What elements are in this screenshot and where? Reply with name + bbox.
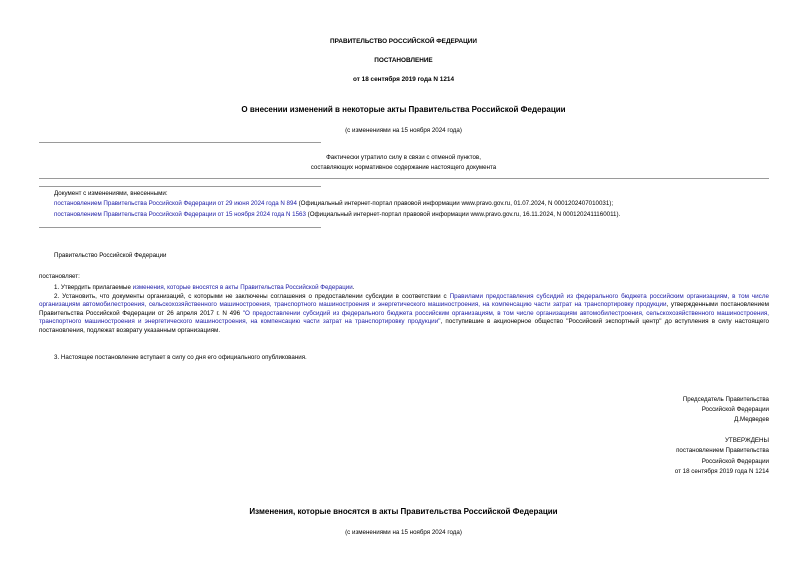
appendix-revision: (с изменениями на 15 ноября 2024 года) [345,529,462,536]
paragraph-1 [54,284,354,291]
revision-note: (с изменениями на 15 ноября 2024 года) [345,127,462,134]
document-type: ПОСТАНОВЛЕНИЕ [374,57,433,64]
signature-position: Председатель Правительства [682,396,769,403]
paragraph-1-text: 1. Утвердить прилагаемые [54,284,133,291]
resolution-496-link[interactable]: "О предоставлении субсидий из федерального бюджета российским организациям, в том числе организациям автомобилестроения, сельскохозяйственного машиностроения, транспортного машиностроения и энергетического машиностроения, на компенсацию части затрат на транспортировку продукции" [39,309,769,326]
paragraph-2-mid: , утвержденными постановлением Правительства Российской Федерации от 26 апреля 2017 г. N 496 [39,301,769,317]
signature-name: Д.Медведев [734,416,769,423]
paragraph-2-text: 2. Установить, что документы организаций, с которыми не заключены соглашения о предоставлении субсидии в соответствии с [54,293,450,300]
amendment-item [54,200,613,207]
decides-text: постановляет: [39,273,80,280]
changes-link[interactable]: изменения, которые вносятся в акты Правительства Российской Федерации [132,284,353,291]
paragraph-3: 3. Настоящее постановление вступает в силу со дня его официального опубликования. [54,354,307,361]
appendix-title: Изменения, которые вносятся в акты Правительства Российской Федерации [249,507,558,516]
signature-country: Российской Федерации [701,406,769,413]
approval-line: Российской Федерации [701,458,769,465]
amendment-link[interactable]: постановлением Правительства Российской Федерации от 29 июня 2024 года N 894 [54,200,297,207]
approval-line: постановлением Правительства [676,447,769,454]
approval-date: от 18 сентября 2019 года N 1214 [674,468,769,475]
approval-heading: УТВЕРЖДЕНЫ [725,437,769,444]
amendments-heading: Документ с изменениями, внесенными: [54,190,168,197]
divider [39,227,321,228]
document-date: от 18 сентября 2019 года N 1214 [352,76,454,83]
status-note-line1: Фактически утратило силу в связи с отменой пунктов, [326,154,481,161]
divider [39,142,321,143]
amendment-source: (Официальный интернет-портал правовой информации www.pravo.gov.ru, 01.07.2024, N 0001202407010031); [296,200,614,207]
issuer-text: Правительство Российской Федерации [54,252,167,259]
paragraph-2 [39,293,769,335]
divider [39,178,769,179]
rules-link[interactable]: Правилами предоставления субсидий из федерального бюджета российским организациям, в том числе организациям автомобилестроения, сельскохозяйственного машиностроения, транспортного машиностроения и энергетического машиностроения, на компенсацию части затрат на транспортировку продукции [39,293,770,309]
divider [39,186,321,187]
status-note-line2: составляющих нормативное содержание настоящего документа [310,164,497,171]
paragraph-1-end: . [352,284,355,291]
amendment-link[interactable]: постановлением Правительства Российской Федерации от 15 ноября 2024 года N 1563 [54,211,306,218]
amendment-source: (Официальный интернет-портал правовой информации www.pravo.gov.ru, 16.11.2024, N 0001202411160011). [305,211,621,218]
amendment-item [54,211,620,218]
document-title: О внесении изменений в некоторые акты Правительства Российской Федерации [241,105,566,114]
paragraph-2-end: , поступившие в акционерное общество "Российский экспортный центр" до вступления в силу настоящего постановления, подлежат возврату указанным организациям. [39,318,769,334]
government-title: ПРАВИТЕЛЬСТВО РОССИЙСКОЙ ФЕДЕРАЦИИ [330,38,477,45]
